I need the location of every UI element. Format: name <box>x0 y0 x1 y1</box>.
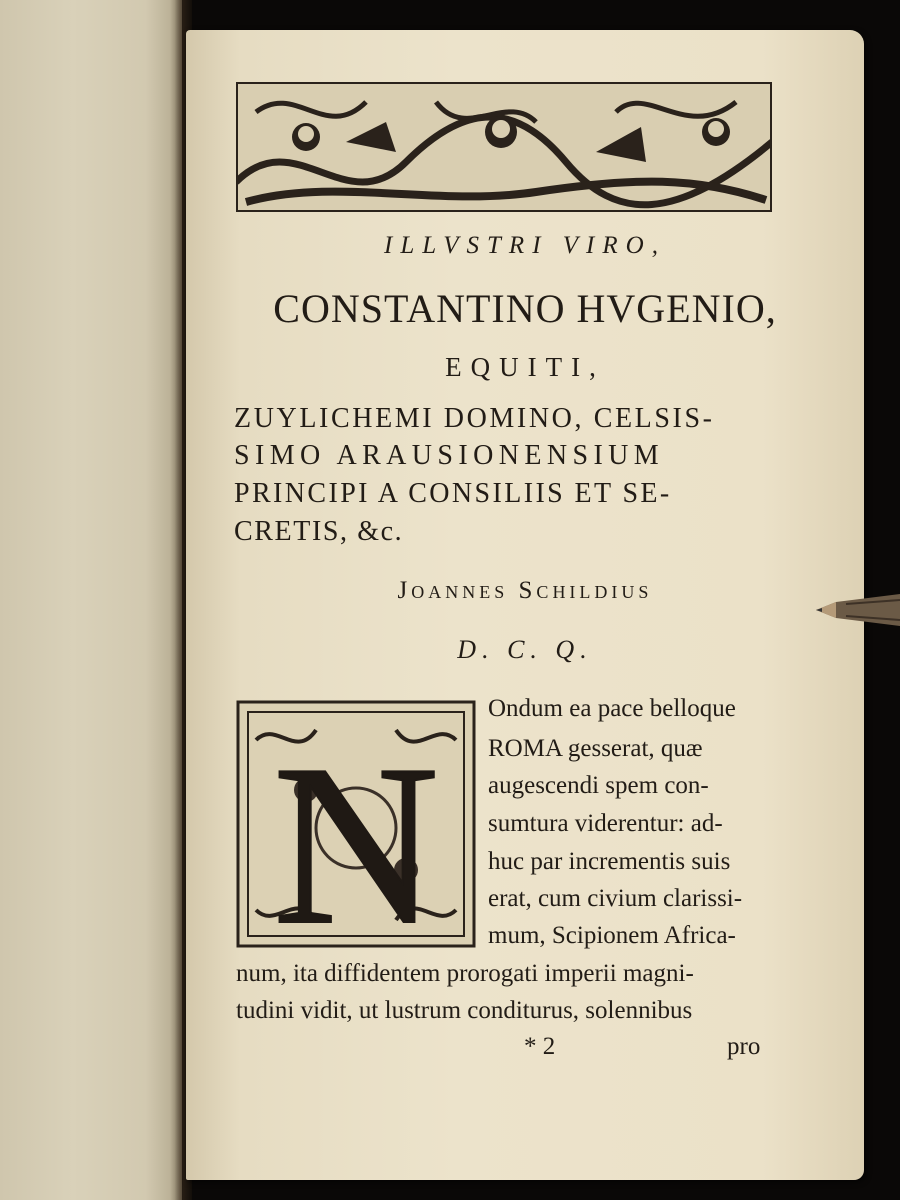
signature-mark: * 2 <box>524 1033 556 1060</box>
body-line-7: mum, Scipionem Africa- <box>488 922 736 949</box>
body-line-8: num, ita diffidentem prorogati imperii magni- <box>236 960 694 987</box>
body-line-9: tudini vidit, ut lustrum conditurus, solennibus <box>236 997 693 1024</box>
body-line-6: erat, cum civium clarissi- <box>488 885 743 912</box>
dedication-title-line-4: CRETIS, &c. <box>234 516 404 547</box>
body-line-5: huc par incrementis suis <box>488 848 731 875</box>
body-line-4: sumtura viderentur: ad- <box>488 810 723 837</box>
dedication-name: CONSTANTINO HVGENIO, <box>273 286 777 331</box>
dedication-title-line-1: ZUYLICHEMI DOMINO, CELSIS- <box>234 403 715 434</box>
dedication-title-line-2: SIMO ARAUSIONENSIUM <box>234 440 665 471</box>
dedication-line-illustri: ILLVSTRI VIRO, <box>384 232 666 259</box>
left-page <box>0 0 182 1200</box>
pencil-bookmark-icon <box>816 590 900 630</box>
body-line-3: augescendi spem con- <box>488 772 709 799</box>
dcq-formula: D. C. Q. <box>457 635 593 664</box>
body-line-2: ROMA gesserat, quæ <box>488 735 703 762</box>
initial-letter: N <box>272 717 440 948</box>
dedication-equiti: EQUITI, <box>445 352 605 382</box>
decorated-initial-n <box>236 700 476 948</box>
author-name: Joannes Schildius <box>397 577 653 604</box>
ornamental-headpiece-icon <box>236 82 772 212</box>
catchword: pro <box>727 1033 761 1060</box>
dedication-title-line-3: PRINCIPI A CONSILIIS ET SE- <box>234 478 672 509</box>
body-line-1: Ondum ea pace belloque <box>488 695 736 722</box>
